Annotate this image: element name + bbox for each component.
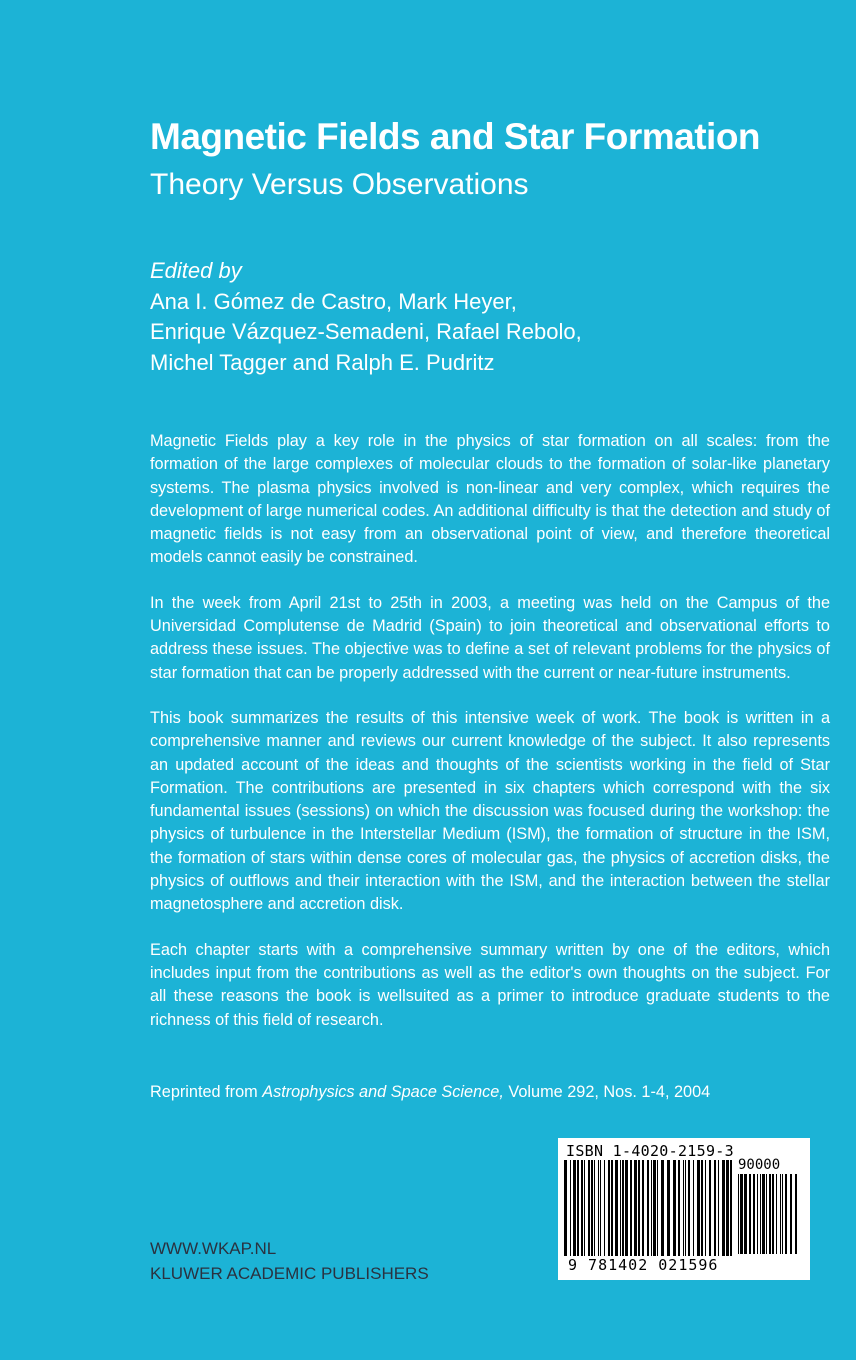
price-code: 90000 — [738, 1157, 781, 1173]
publisher-url: WWW.WKAP.NL — [150, 1239, 277, 1258]
barcode-bar — [790, 1174, 792, 1254]
book-title: Magnetic Fields and Star Formation — [150, 116, 761, 157]
book-subtitle: Theory Versus Observations — [150, 168, 529, 201]
barcode-bar — [584, 1160, 585, 1256]
ean-barcode — [564, 1160, 734, 1256]
barcode-bar — [667, 1160, 670, 1256]
reprint-note — [150, 1083, 830, 1102]
barcode-bar — [762, 1174, 765, 1254]
barcode-bar — [744, 1174, 747, 1254]
reprint-journal: Astrophysics and Space Science, — [262, 1083, 504, 1101]
barcode-bar — [673, 1160, 676, 1256]
barcode-bar — [718, 1160, 719, 1256]
barcode-bar — [688, 1160, 690, 1256]
publisher-block — [150, 1236, 429, 1286]
barcode-bar — [701, 1160, 703, 1256]
barcode-bar — [749, 1174, 751, 1254]
barcode-bar — [709, 1160, 711, 1256]
barcode-bar — [594, 1160, 595, 1256]
barcode-bar — [714, 1160, 716, 1256]
barcode-bar — [795, 1174, 797, 1254]
barcode-bar — [600, 1160, 601, 1256]
price-addon-barcode — [738, 1174, 804, 1254]
description-paragraph: This book summarizes the results of this intensive week of work. The book is written in a comprehensive manner and reviews our current knowledge of the subject. It also represents an updated account of the ideas and thoughts of the scientists working in the field of Star Formation. The contributions are presented in six chapters which correspond with the six fundamental issues (sessions) on which the discussion was focused during the workshop: the physics of turbulence in the Interstellar Medium (ISM), the formation of structure in the ISM, the formation of stars within dense cores of molecular gas, the physics of accretion disks, the physics of outflows and their interaction with the ISM, and the interaction between the stellar magnetosphere and accretion disk. — [150, 708, 830, 914]
editor-line: Michel Tagger and Ralph E. Pudritz — [150, 349, 495, 375]
barcode-bar — [653, 1160, 656, 1256]
barcode-bar — [726, 1160, 729, 1256]
barcode-bar — [753, 1174, 755, 1254]
barcode-bar — [782, 1174, 783, 1254]
barcode-bar — [598, 1160, 599, 1256]
barcode-bar — [780, 1174, 781, 1254]
barcode-box — [558, 1138, 810, 1280]
barcode-bar — [638, 1160, 640, 1256]
barcode-bar — [651, 1160, 652, 1256]
edited-by-label: Edited by — [150, 258, 242, 283]
barcode-bar — [661, 1160, 664, 1256]
barcode-bar — [683, 1160, 684, 1256]
barcode-bar — [564, 1160, 567, 1256]
reprint-prefix: Reprinted from — [150, 1083, 263, 1101]
barcode-bar — [705, 1160, 706, 1256]
description-paragraph: In the week from April 21st to 25th in 2003, a meeting was held on the Campus of the Universidad Complutense de Madrid (Spain) to join theoretical and observational efforts to address these issues. The objective was to define a set of relevant problems for the physics of star formation that can be properly addressed with the current or near-future instruments. — [150, 593, 830, 682]
barcode-bar — [622, 1160, 624, 1256]
barcode-bar — [608, 1160, 610, 1256]
publisher-name: KLUWER ACADEMIC PUBLISHERS — [150, 1264, 429, 1283]
editor-line: Enrique Vázquez-Semadeni, Rafael Rebolo, — [150, 319, 582, 344]
editor-line: Ana I. Gómez de Castro, Mark Heyer, — [150, 288, 517, 314]
barcode-bar — [577, 1160, 579, 1256]
barcode-bar — [591, 1160, 593, 1256]
barcode-bar — [785, 1174, 787, 1254]
barcode-bar — [647, 1160, 649, 1256]
barcode-bar — [588, 1160, 590, 1256]
barcode-bar — [693, 1160, 694, 1256]
barcode-bar — [604, 1160, 605, 1256]
editors-block — [150, 256, 800, 378]
barcode-bar — [630, 1160, 632, 1256]
reprint-suffix: Volume 292, Nos. 1-4, 2004 — [503, 1083, 711, 1101]
barcode-bar — [769, 1174, 771, 1254]
barcode-bar — [678, 1160, 680, 1256]
barcode-bar — [772, 1174, 774, 1254]
isbn-text: ISBN 1-4020-2159-3 — [566, 1142, 734, 1160]
barcode-bar — [581, 1160, 583, 1256]
description-paragraph: Each chapter starts with a comprehensive summary written by one of the editors, which includes input from the contributions as well as the editor's own thoughts on the subject. For all these reasons the book is wellsuited as a primer to introduce graduate students to the richness of this field of research. — [150, 940, 830, 1029]
barcode-bar — [738, 1174, 739, 1254]
description-paragraph: Magnetic Fields play a key role in the physics of star formation on all scales: from the formation of the large complexes of molecular clouds to the formation of solar-like planetary systems. The plasma physics involved is non-linear and very complex, which requires the development of large numerical codes. An additional difficulty is that the detection and study of magnetic fields is not easy from an observational point of view, and therefore theoretical models cannot easily be constrained. — [150, 432, 830, 567]
barcode-bar — [620, 1160, 621, 1256]
barcode-bar — [760, 1174, 761, 1254]
barcode-bar — [722, 1160, 725, 1256]
barcode-bar — [766, 1174, 767, 1254]
barcode-bar — [697, 1160, 700, 1256]
barcode-bar — [573, 1160, 576, 1256]
barcode-bar — [642, 1160, 644, 1256]
ean-number: 9 781402 021596 — [568, 1256, 719, 1274]
barcode-bar — [757, 1174, 758, 1254]
barcode-bar — [730, 1160, 732, 1256]
barcode-bar — [611, 1160, 613, 1256]
barcode-bar — [657, 1160, 658, 1256]
barcode-bar — [634, 1160, 637, 1256]
barcode-bar — [740, 1174, 743, 1254]
barcode-bar — [776, 1174, 777, 1254]
barcode-bar — [615, 1160, 618, 1256]
description — [150, 430, 830, 1054]
barcode-bar — [570, 1160, 571, 1256]
barcode-bar — [625, 1160, 628, 1256]
barcode-bar — [685, 1160, 686, 1256]
